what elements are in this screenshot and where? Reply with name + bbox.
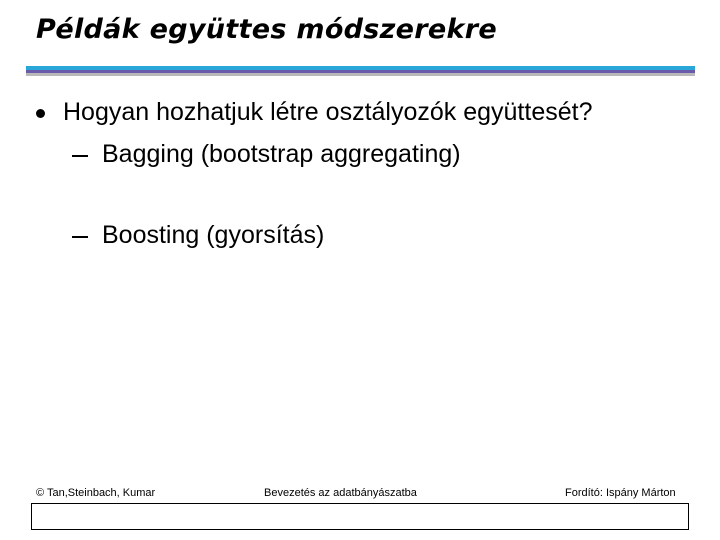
- sub-bullet-boosting: [72, 221, 324, 250]
- dash-icon: [72, 236, 88, 238]
- bullet-dot-icon: [36, 109, 45, 118]
- footer-copyright: © Tan,Steinbach, Kumar: [36, 487, 156, 499]
- footer-translator: Fordító: Ispány Márton: [565, 487, 676, 499]
- footer-course-title: Bevezetés az adatbányászatba: [264, 487, 417, 499]
- dash-icon: [72, 155, 88, 157]
- main-bullet: [36, 98, 592, 127]
- slide-title: Példák együttes módszerekre: [36, 14, 498, 45]
- title-underline-gray: [26, 73, 695, 76]
- sub-bullet-text: Boosting (gyorsítás): [102, 221, 325, 249]
- sub-bullet-text: Bagging (bootstrap aggregating): [102, 140, 461, 168]
- sub-bullet-bagging: [72, 140, 461, 169]
- main-bullet-text: Hogyan hozhatjuk létre osztályozók együttesét?: [63, 98, 593, 126]
- footer-box: [31, 503, 689, 530]
